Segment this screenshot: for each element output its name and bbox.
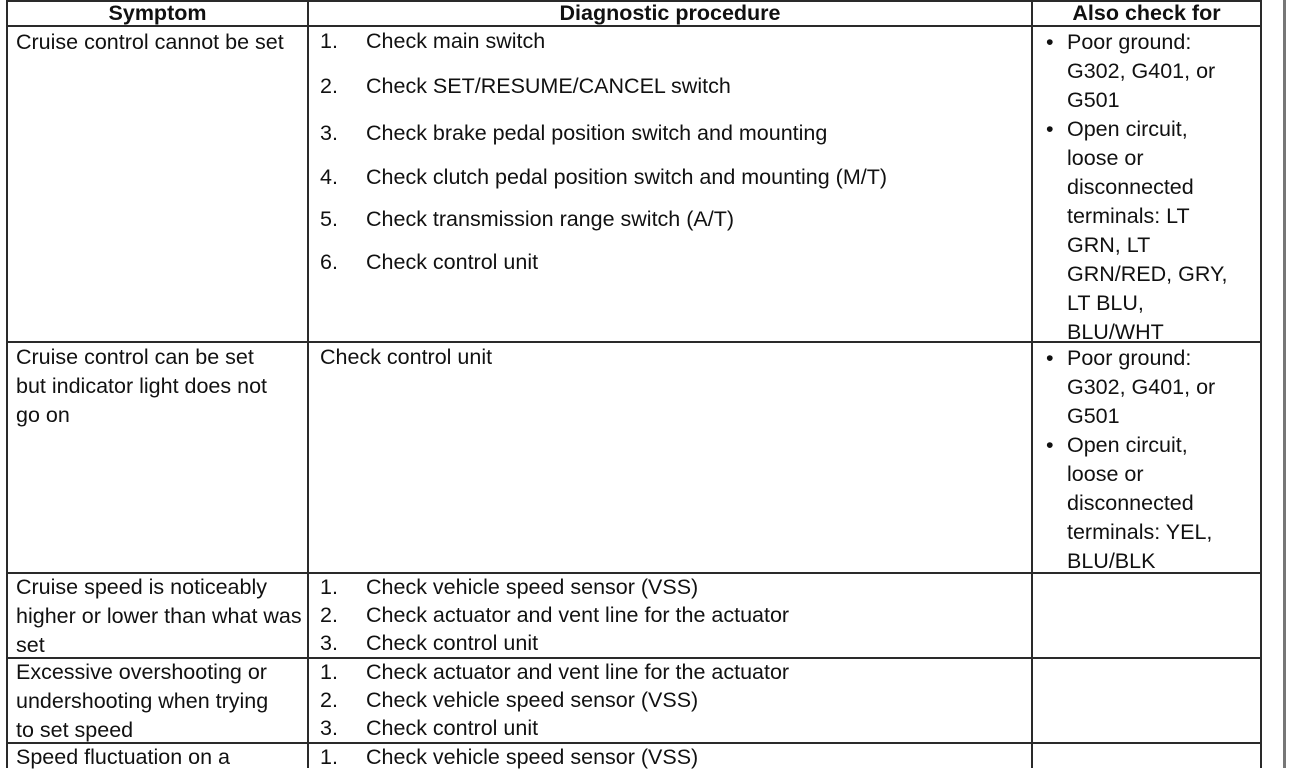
- step-number: 1.: [320, 29, 338, 53]
- step-text: Check main switch: [366, 29, 546, 53]
- also-check-text: Open circuit, loose or disconnected terminals: YEL, BLU/BLK: [1067, 433, 1213, 573]
- also-check-item: [1046, 344, 1256, 434]
- step-text: Check vehicle speed sensor (VSS): [366, 575, 699, 599]
- step-text: Check actuator and vent line for the actuator: [366, 603, 790, 627]
- step-number: 1.: [320, 745, 338, 769]
- step-text: Check brake pedal position switch and mounting: [366, 121, 828, 145]
- symptom-cell: Excessive overshooting or undershooting when trying to set speed: [16, 660, 269, 742]
- step-number: 1.: [320, 660, 338, 684]
- column-divider: [307, 0, 309, 768]
- step-number: 6.: [320, 250, 338, 274]
- also-check-text: Open circuit, loose or disconnected terminals: LT GRN, LT GRN/RED, GRY, LT BLU, BLU/WHT: [1067, 117, 1228, 344]
- step-text: Check vehicle speed sensor (VSS): [366, 688, 699, 712]
- step-text: Check transmission range switch (A/T): [366, 207, 734, 231]
- step-text: Check control unit: [366, 631, 539, 655]
- step-number: 5.: [320, 207, 338, 231]
- step-text: Check clutch pedal position switch and mounting (M/T): [366, 165, 888, 189]
- symptom-cell: Speed fluctuation on a: [16, 745, 230, 769]
- step-number: 3.: [320, 716, 338, 740]
- step-number: 4.: [320, 165, 338, 189]
- step-number: 1.: [320, 575, 338, 599]
- bullet-icon: •: [1046, 346, 1054, 370]
- symptom-cell: Cruise control cannot be set: [16, 30, 284, 54]
- step-number: 3.: [320, 121, 338, 145]
- page-edge-line: [1283, 0, 1286, 768]
- step-text: Check control unit: [366, 250, 539, 274]
- also-check-item: [1046, 115, 1256, 344]
- header-symptom: Symptom: [108, 1, 207, 25]
- step-text: Check SET/RESUME/CANCEL switch: [366, 74, 731, 98]
- also-check-text: Poor ground: G302, G401, or G501: [1067, 346, 1216, 428]
- also-check-item: [1046, 28, 1256, 118]
- step-number: 2.: [320, 688, 338, 712]
- step-number: 2.: [320, 603, 338, 627]
- also-check-item: [1046, 431, 1256, 571]
- symptom-cell: Cruise control can be set but indicator light does not go on: [16, 345, 267, 427]
- bullet-icon: •: [1046, 117, 1054, 141]
- step-text: Check vehicle speed sensor (VSS): [366, 745, 699, 769]
- table-border-right: [1260, 0, 1262, 768]
- header-also-check: Also check for: [1072, 1, 1221, 25]
- bullet-icon: •: [1046, 433, 1054, 457]
- step-text: Check actuator and vent line for the actuator: [366, 660, 790, 684]
- procedure-text: Check control unit: [320, 345, 493, 369]
- symptom-cell: Cruise speed is noticeably higher or lower than what was set: [16, 575, 302, 657]
- step-number: 3.: [320, 631, 338, 655]
- header-procedure: Diagnostic procedure: [559, 1, 781, 25]
- step-number: 2.: [320, 74, 338, 98]
- column-divider: [1031, 0, 1033, 768]
- also-check-text: Poor ground: G302, G401, or G501: [1067, 30, 1216, 112]
- table-border-left: [6, 0, 8, 768]
- step-text: Check control unit: [366, 716, 539, 740]
- bullet-icon: •: [1046, 30, 1054, 54]
